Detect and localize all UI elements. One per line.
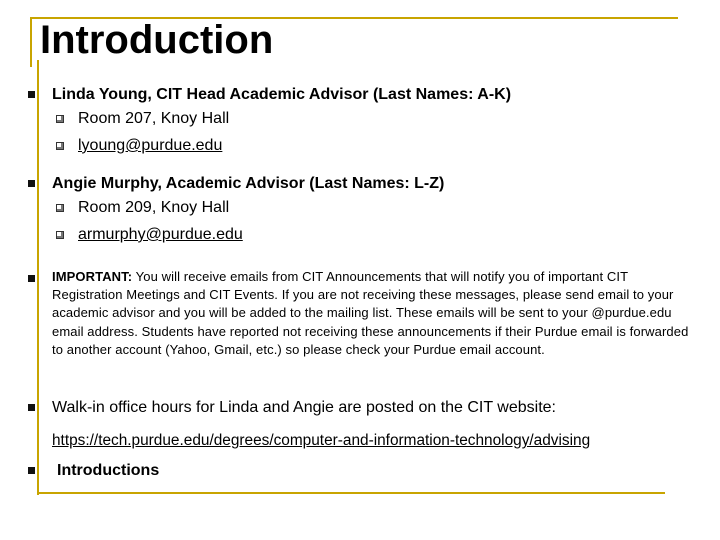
walkin-text: Walk-in office hours for Linda and Angie are posted on the CIT website: bbox=[52, 399, 556, 416]
sub-bullet-icon bbox=[56, 204, 64, 212]
bullet-icon bbox=[28, 180, 35, 187]
page-title: Introduction bbox=[40, 18, 274, 62]
bullet-icon bbox=[28, 91, 35, 98]
sub-bullet-icon bbox=[56, 142, 64, 150]
advisor-2-email-link[interactable]: armurphy@purdue.edu bbox=[78, 226, 243, 243]
bullet-icon bbox=[28, 275, 35, 282]
advisor-1-email-link[interactable]: lyoung@purdue.edu bbox=[78, 137, 223, 154]
important-label: IMPORTANT: bbox=[52, 269, 133, 284]
important-text: You will receive emails from CIT Announcements that will notify you of important CIT Registration Meetings and CIT Events. If you are not receiving these messages, please send email to your academic advisor and you will be added to the mailing list. These emails will be sent to your @purdue.edu email address. Students have reported not receiving these announcements if their Purdue email is forwarded to another account (Yahoo, Gmail, etc.) so please check your Purdue email account. bbox=[52, 269, 689, 357]
advisor-1-room: Room 207, Knoy Hall bbox=[78, 110, 230, 127]
introductions-item: Introductions bbox=[57, 462, 160, 479]
sub-bullet-icon bbox=[56, 231, 64, 239]
advisor-2-room: Room 209, Knoy Hall bbox=[78, 199, 230, 216]
sub-bullet-icon bbox=[56, 115, 64, 123]
advisor-1-heading: Linda Young, CIT Head Academic Advisor (Last Names: A-K) bbox=[52, 86, 512, 103]
advisor-2-heading: Angie Murphy, Academic Advisor (Last Names: L-Z) bbox=[52, 175, 445, 192]
advising-website-link[interactable]: https://tech.purdue.edu/degrees/computer-and-information-technology/advising bbox=[52, 432, 591, 449]
important-notice bbox=[52, 268, 702, 359]
frame-bottom-line bbox=[37, 492, 665, 494]
frame-left-line-lower bbox=[37, 60, 39, 495]
bullet-icon bbox=[28, 467, 35, 474]
bullet-icon bbox=[28, 404, 35, 411]
frame-left-line bbox=[30, 17, 32, 67]
